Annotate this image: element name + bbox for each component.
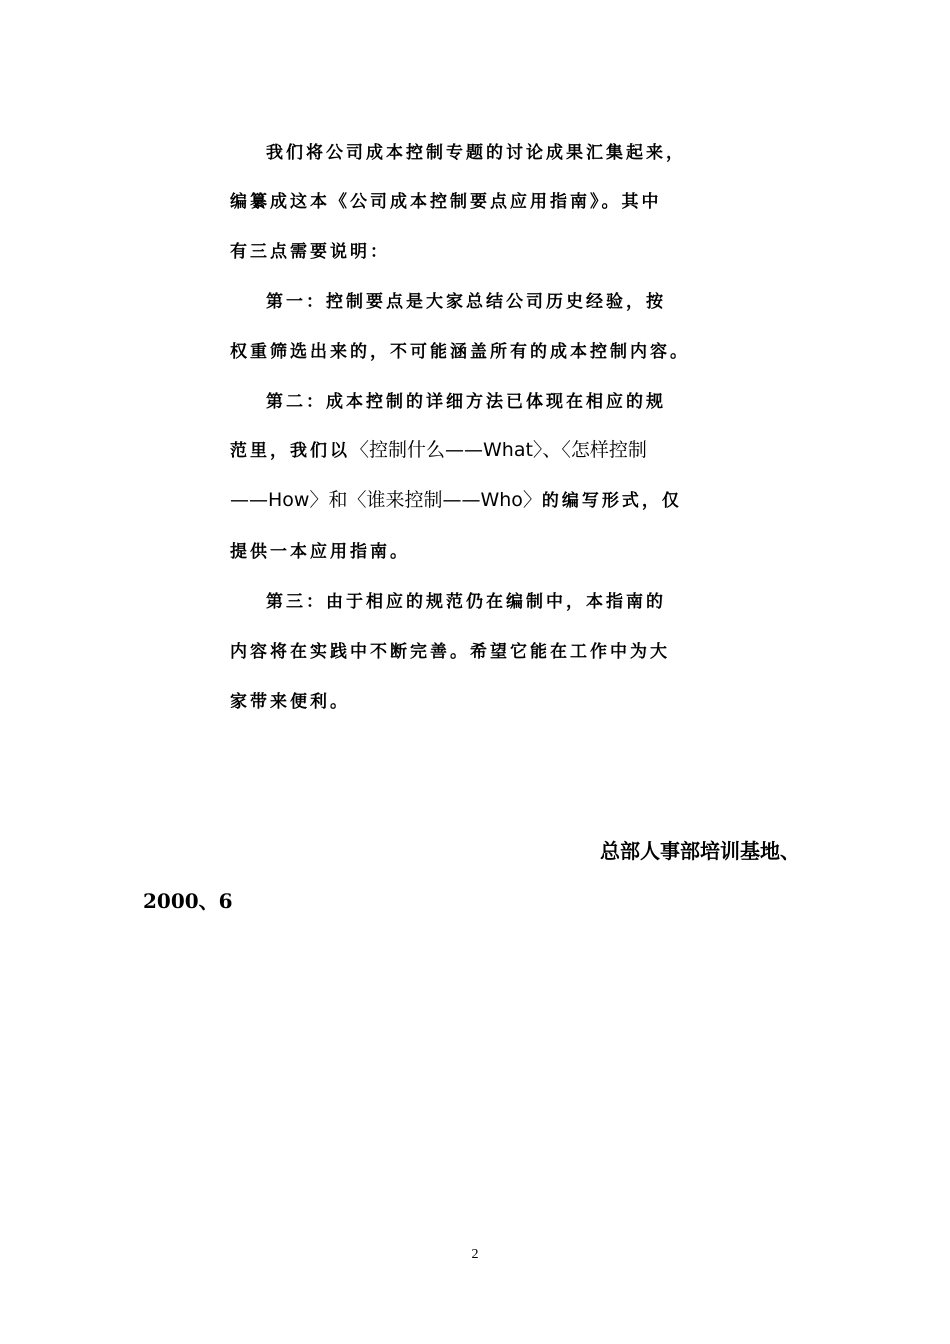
paragraph-2-line-1: 第一：控制要点是大家总结公司历史经验，按 bbox=[266, 292, 666, 312]
page-number: 2 bbox=[471, 1247, 479, 1262]
paragraph-1-line-2: 编纂成这本《公司成本控制要点应用指南》。其中 bbox=[230, 192, 662, 212]
paragraph-3-line-3-part-b: 的编写形式，仅 bbox=[541, 491, 682, 511]
paragraph-3-line-3 bbox=[230, 488, 730, 513]
paragraph-1-line-1: 我们将公司成本控制专题的讨论成果汇集起来， bbox=[266, 143, 686, 163]
signature-department: 总部人事部培训基地、 bbox=[600, 839, 800, 863]
paragraph-4-line-2: 内容将在实践中不断完善。希望它能在工作中为大 bbox=[230, 642, 670, 662]
paragraph-4-line-3: 家带来便利。 bbox=[230, 692, 350, 712]
paragraph-3-line-3-part-a: ——How〉和〈谁来控制——Who〉 bbox=[230, 489, 542, 511]
paragraph-3-line-1: 第二：成本控制的详细方法已体现在相应的规 bbox=[266, 392, 666, 412]
paragraph-3-line-2-part-b: 〈控制什么——What〉、〈怎样控制 bbox=[350, 439, 647, 461]
signature-date: 2000、6 bbox=[143, 889, 233, 913]
paragraph-3-line-2-part-a: 范里，我们以 bbox=[230, 441, 350, 461]
paragraph-3-line-4: 提供一本应用指南。 bbox=[230, 542, 410, 562]
paragraph-3-line-2 bbox=[230, 438, 730, 463]
paragraph-2-line-2: 权重筛选出来的，不可能涵盖所有的成本控制内容。 bbox=[230, 342, 690, 362]
paragraph-1-line-3: 有三点需要说明： bbox=[230, 242, 390, 262]
paragraph-4-line-1: 第三：由于相应的规范仍在编制中，本指南的 bbox=[266, 592, 666, 612]
